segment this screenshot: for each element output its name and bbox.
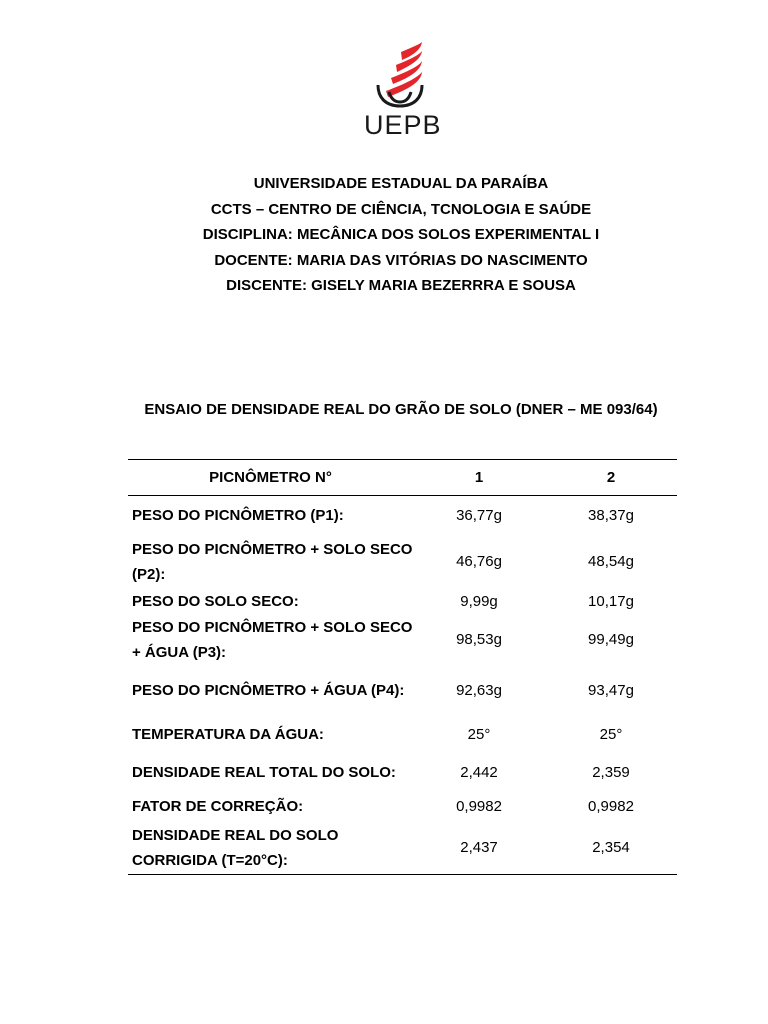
row-value-1: 46,76g bbox=[456, 553, 502, 570]
row-value-2: 93,47g bbox=[588, 682, 634, 699]
row-label: PESO DO PICNÔMETRO + ÁGUA (P4): bbox=[132, 682, 405, 699]
row-label: DENSIDADE REAL DO SOLO CORRIGIDA (T=20°C): bbox=[132, 826, 339, 869]
row-value-2: 48,54g bbox=[588, 553, 634, 570]
row-value-2: 2,354 bbox=[592, 839, 630, 857]
row-value-2: 25° bbox=[599, 726, 623, 743]
table-row bbox=[128, 754, 677, 792]
discipline: DISCIPLINA: MECÂNICA DOS SOLOS EXPERIMENTAL I bbox=[202, 226, 600, 243]
row-label: PESO DO PICNÔMETRO (P1): bbox=[132, 506, 344, 524]
row-value-1: 92,63g bbox=[456, 682, 502, 699]
row-value-1: 25° bbox=[467, 726, 491, 743]
report-title: ENSAIO DE DENSIDADE REAL DO GRÃO DE SOLO (DNER – ME 093/64) bbox=[144, 401, 658, 418]
table-row bbox=[128, 496, 677, 535]
table-row bbox=[128, 666, 677, 716]
institution-header bbox=[0, 171, 768, 299]
table-row bbox=[128, 614, 677, 666]
row-value-1: 36,77g bbox=[456, 506, 502, 524]
center-name: CCTS – CENTRO DE CIÊNCIA, TCNOLOGIA E SAÚDE bbox=[210, 200, 592, 218]
table-row bbox=[128, 822, 677, 875]
row-value-2: 2,359 bbox=[592, 764, 630, 781]
row-value-1: 2,442 bbox=[460, 764, 498, 781]
table-row bbox=[128, 589, 677, 614]
row-value-2: 38,37g bbox=[588, 506, 634, 524]
row-value-1: 2,437 bbox=[460, 839, 498, 857]
density-table bbox=[128, 459, 677, 875]
row-value-1: 0,9982 bbox=[456, 798, 502, 815]
row-label: TEMPERATURA DA ÁGUA: bbox=[132, 726, 324, 743]
student: DISCENTE: GISELY MARIA BEZERRRA E SOUSA bbox=[226, 277, 576, 294]
header-sample-1: 1 bbox=[474, 469, 484, 486]
row-label: PESO DO PICNÔMETRO + SOLO SECO (P2): bbox=[132, 540, 413, 583]
row-value-1: 9,99g bbox=[460, 592, 498, 610]
flame-icon bbox=[364, 42, 436, 108]
row-value-2: 99,49g bbox=[588, 631, 634, 648]
row-value-2: 0,9982 bbox=[588, 798, 634, 815]
header-sample-2: 2 bbox=[606, 469, 616, 486]
teacher: DOCENTE: MARIA DAS VITÓRIAS DO NASCIMENTO bbox=[214, 251, 588, 269]
row-label: FATOR DE CORREÇÃO: bbox=[132, 798, 304, 815]
uepb-logo bbox=[364, 42, 442, 142]
table-row bbox=[128, 716, 677, 754]
row-label: PESO DO SOLO SECO: bbox=[132, 592, 299, 610]
row-label: DENSIDADE REAL TOTAL DO SOLO: bbox=[132, 764, 396, 781]
row-label: PESO DO PICNÔMETRO + SOLO SECO + ÁGUA (P3): bbox=[132, 618, 413, 661]
university-name: UNIVERSIDADE ESTADUAL DA PARAÍBA bbox=[253, 175, 549, 192]
row-value-2: 10,17g bbox=[588, 592, 634, 610]
table-row bbox=[128, 792, 677, 822]
table-row bbox=[128, 535, 677, 589]
table-header-row bbox=[128, 460, 677, 496]
header-picnometro: PICNÔMETRO N° bbox=[209, 469, 332, 486]
logo-text: UEPB bbox=[364, 110, 442, 140]
row-value-1: 98,53g bbox=[456, 631, 502, 648]
